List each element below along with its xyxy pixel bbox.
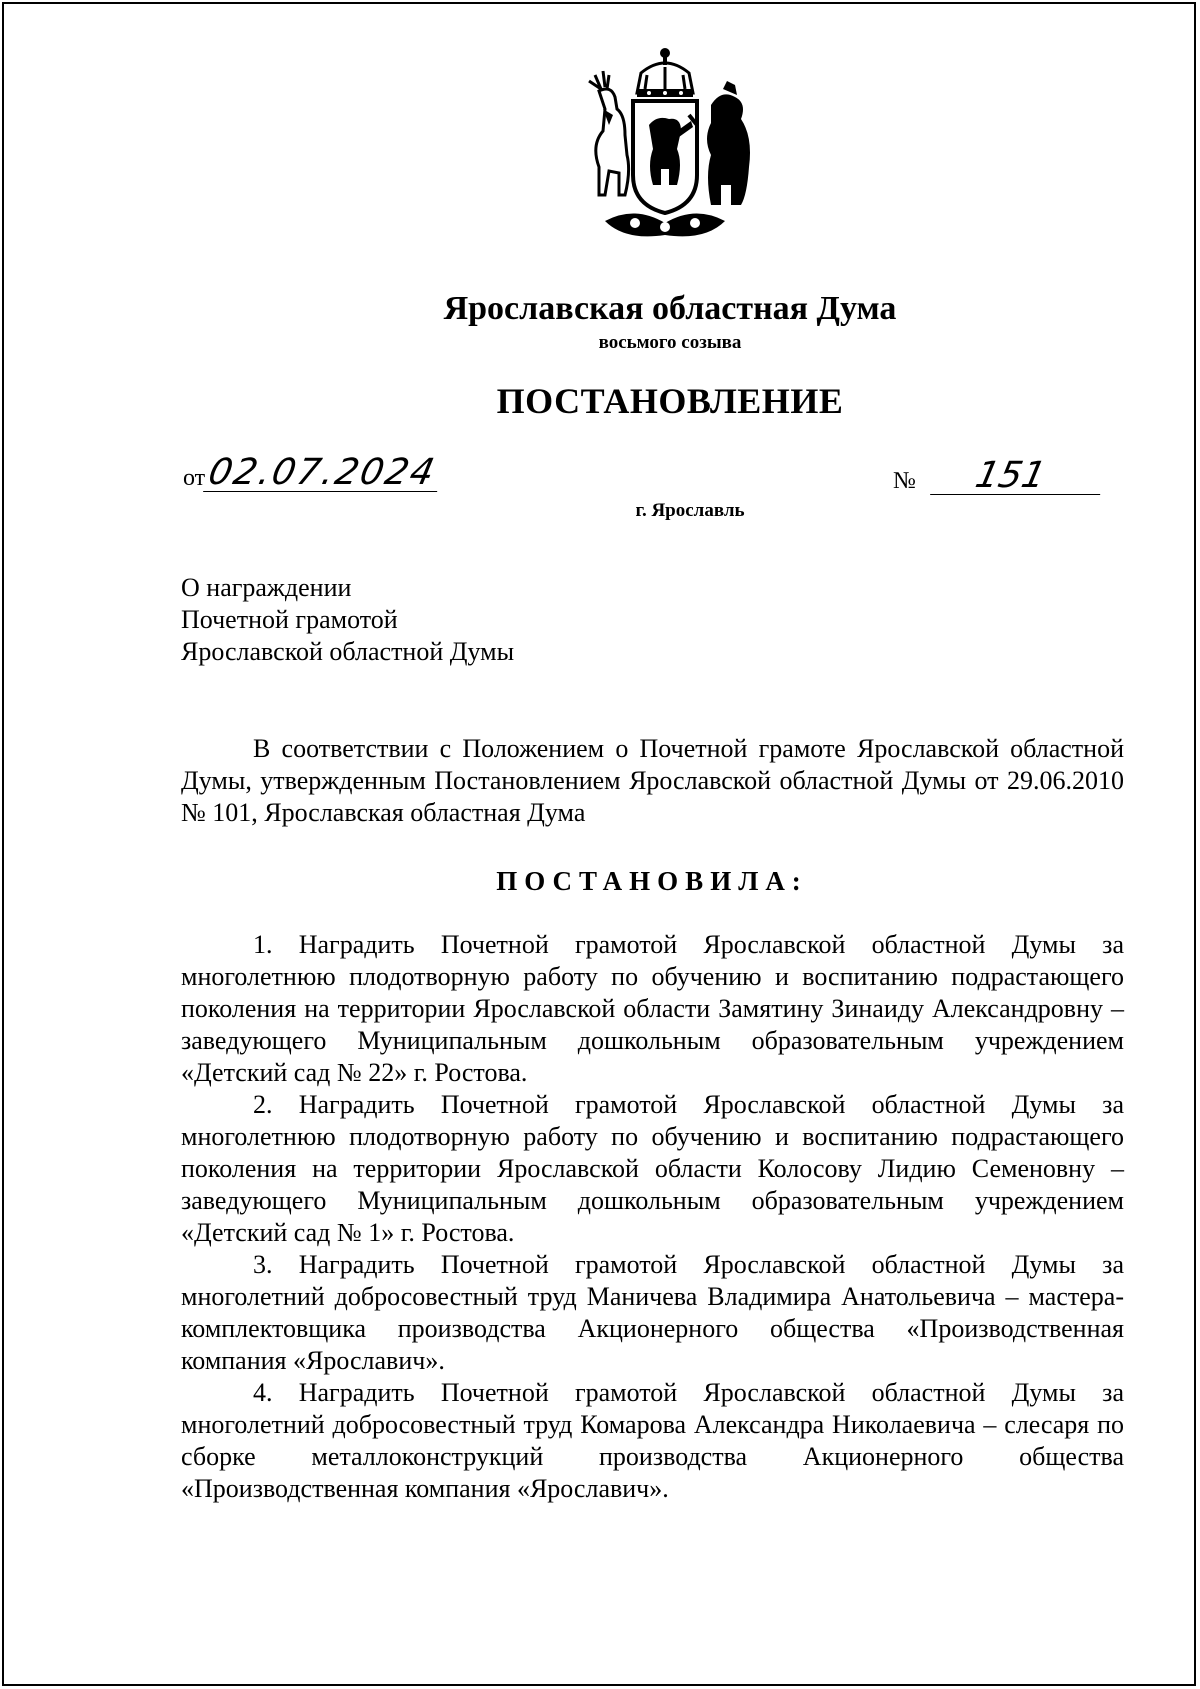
coat-of-arms-emblem	[565, 45, 765, 245]
decision-item: 1. Наградить Почетной грамотой Ярославской областной Думы за многолетнюю плодотворную работу по обучению и воспитанию подрастающего поколения на территории Ярославской области Замятину Зинаиду Александровну – заведующего Муниципальным дошкольным образовательным учреждением «Детский сад № 22» г. Ростова.	[181, 930, 1124, 1087]
bear-supporter-icon	[707, 81, 750, 205]
preamble-paragraph: В соответствии с Положением о Почетной грамоте Ярославской областной Думы, утвержденным Постановлением Ярославской областной Думы от 29.06.2010 № 101, Ярославская областная Дума	[181, 734, 1124, 827]
preamble	[181, 733, 1124, 829]
decree-heading: ПОСТАНОВИЛА:	[496, 866, 808, 896]
subject-line: О награждении	[181, 573, 352, 602]
city-label: г. Ярославль	[635, 500, 745, 521]
document-subject	[181, 572, 514, 668]
date-line	[183, 452, 441, 493]
decision-item: 2. Наградить Почетной грамотой Ярославской областной Думы за многолетнюю плодотворную работу по обучению и воспитанию подрастающего поколения на территории Ярославской области Колосову Лидию Семеновну – заведующего Муниципальным дошкольным образовательным учреждением «Детский сад № 1» г. Ростова.	[181, 1090, 1124, 1247]
handwritten-number: 151	[930, 458, 1108, 495]
date-prefix: от	[183, 465, 206, 491]
number-prefix: №	[893, 468, 916, 494]
subject-line: Почетной грамотой	[181, 605, 398, 634]
number-line	[893, 455, 1104, 496]
deer-supporter-icon	[589, 71, 629, 195]
decision-item: 4. Наградить Почетной грамотой Ярославской областной Думы за многолетний добросовестный труд Комарова Александра Николаевича – слесаря по сборке металлоконструкций производства Акционерного общества «Производственная компания «Ярославич».	[181, 1378, 1124, 1503]
shield-icon	[633, 101, 697, 213]
decision-item: 3. Наградить Почетной грамотой Ярославской областной Думы за многолетний добросовестный труд Маничева Владимира Анатольевича – мастера-комплектовщика производства Акционерного общества «Производственная компания «Ярославич».	[181, 1250, 1124, 1375]
org-title: Ярославская областная Дума	[443, 290, 897, 327]
crown-icon	[637, 48, 693, 97]
document-type-heading: ПОСТАНОВЛЕНИЕ	[496, 381, 844, 421]
subject-line: Ярославской областной Думы	[181, 637, 515, 666]
convocation-label: восьмого созыва	[598, 332, 742, 353]
handwritten-date: 02.07.2024	[203, 455, 445, 492]
laurel-base-icon	[605, 213, 725, 236]
decision-items	[181, 929, 1124, 1505]
